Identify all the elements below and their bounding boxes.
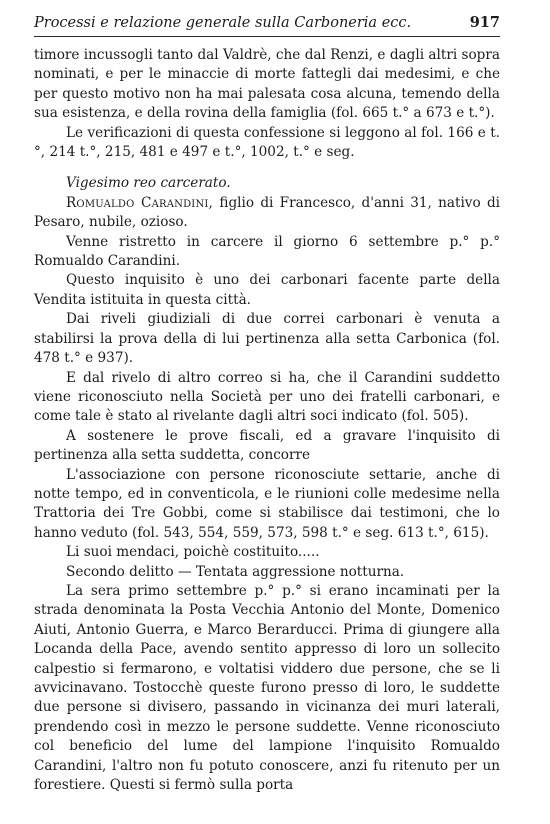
section-heading: Vigesimo reo carcerato. — [66, 175, 231, 192]
page-number: 917 — [469, 14, 500, 31]
paragraph: Questo inquisito è uno dei carbonari facente parte della Vendita istituita in questa città. — [34, 272, 500, 308]
body-text — [34, 46, 500, 795]
paragraph: timore incussogli tanto dal Valdrè, che dal Renzi, e dagli altri sopra nominati, e per le minaccie di morte fattegli dai medesimi, e che per questo motivo non ha mai palesata cosa alcuna, temendo della sua esistenza, e della rovina della famiglia (fol. 665 t.° a 673 e t.°). — [34, 47, 500, 122]
running-header — [34, 14, 500, 37]
paragraph: E dal rivelo di altro correo si ha, che il Carandini suddetto viene riconosciuto nella Società per uno dei fratelli carbonari, e come tale è stato al rivelante dagli altri soci indicato (fol. 505). — [34, 369, 500, 425]
running-title: Processi e relazione generale sulla Carboneria ecc. — [34, 15, 412, 31]
paragraph: L'associazione con persone riconosciute settarie, anche di notte tempo, ed in conventicola, e le riunioni colle medesime nella Trattoria dei Tre Gobbi, come si stabilisce dai testimoni, che lo hanno veduto (fol. 543, 554, 559, 573, 598 t.° e seg. 613 t.°, 615). — [34, 466, 500, 541]
paragraph: Li suoi mendaci, poichè costituito..... — [66, 544, 320, 561]
paragraph: Venne ristretto in carcere il giorno 6 settembre p.° p.° Romualdo Carandini. — [34, 233, 500, 270]
paragraph: Dai riveli giudiziali di due correi carbonari è venuta a stabilirsi la prova della di lui pertinenza alla setta Carbonica (fol. 478 t.° e 937). — [34, 311, 500, 367]
defendant-intro — [34, 194, 500, 233]
paragraph: Secondo delitto — Tentata aggressione notturna. — [66, 563, 405, 580]
paragraph: La sera primo settembre p.° p.° si erano incaminati per la strada denominata la Posta Vecchia Antonio del Monte, Domenico Aiuti, Antonio Guerra, e Marco Berarducci. Prima di giungere alla Locanda della Pace, avendo sentito appresso di loro un sollecito calpestio si fermarono, e voltatisi viddero due persone, che se li avvicinavano. Tostocchè queste furono presso di loro, le suddette due persone si divisero, passando in vicinanza dei muri laterali, prendendo così in mezzo le persone suddette. Venne riconosciuto col beneficio del lume del lampione l'inquisito Romualdo Carandini, l'altro non fu potuto conoscere, anzi fu ritenuto per un forestiere. Questi si fermò sulla porta — [34, 582, 500, 794]
defendant-details: figlio di Francesco, d'anni 31, nativo di Pesaro, nubile, ozioso. — [34, 194, 501, 231]
paragraph: Le verificazioni di questa confessione si leggono al fol. 166 e t.°, 214 t.°, 215, 481 e 497 e t.°, 1002, t.° e seg. — [34, 124, 500, 161]
defendant-name: Romualdo Carandini, — [66, 194, 214, 211]
paragraph: A sostenere le prove fiscali, ed a gravare l'inquisito di pertinenza alla setta suddetta, concorre — [34, 427, 500, 464]
document-page — [34, 14, 500, 795]
